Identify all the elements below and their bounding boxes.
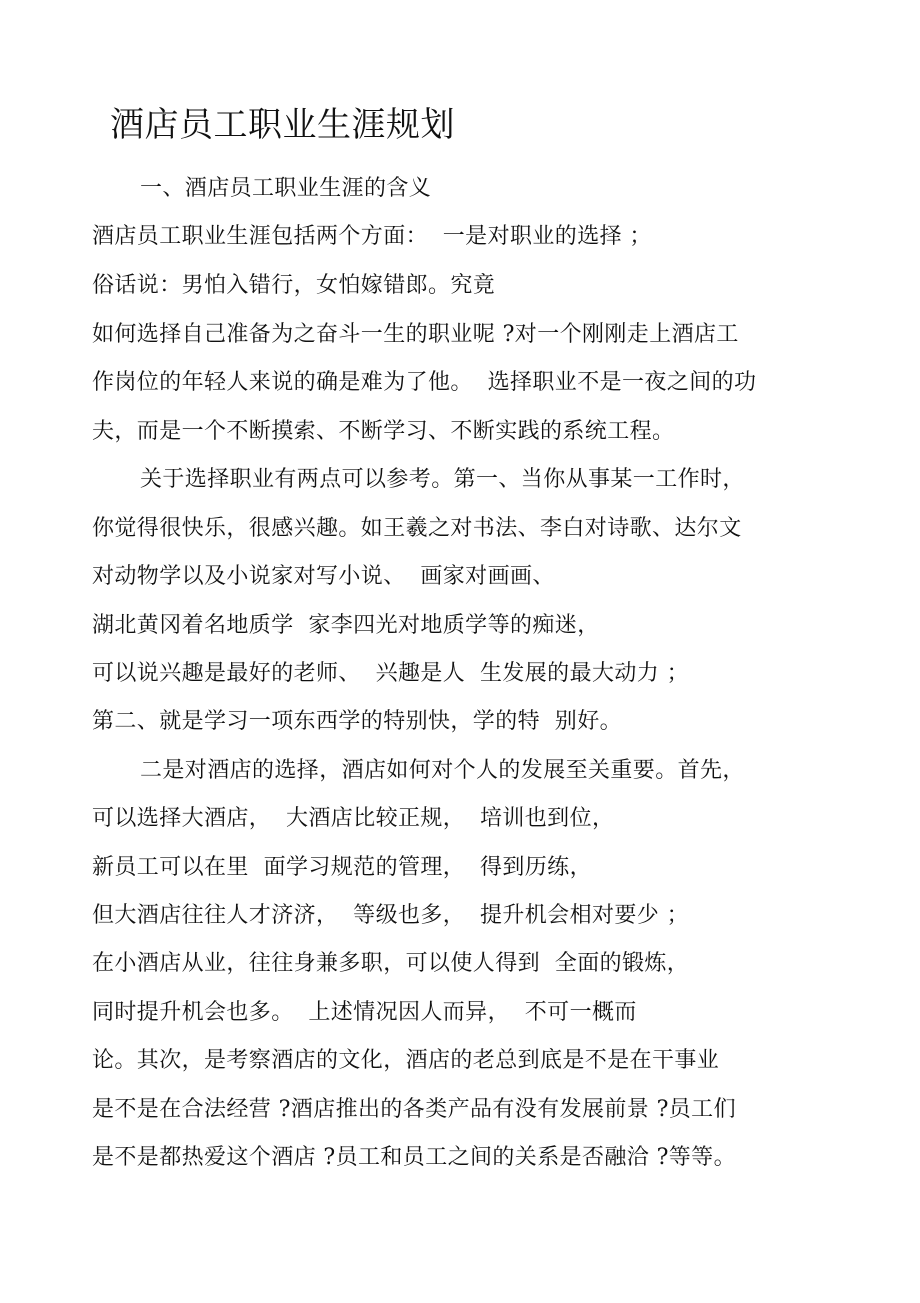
body-line: 同时提升机会也多。 上述情况因人而异， 不可一概而 <box>92 1000 637 1025</box>
body-line: 湖北黄冈着名地质学 家李四光对地质学等的痴迷， <box>92 613 600 638</box>
section-heading: 一、酒店员工职业生涯的含义 <box>140 176 432 201</box>
body-line: 俗话说：男怕入错行，女怕嫁错郎。究竟 <box>92 273 496 298</box>
body-line: 关于选择职业有两点可以参考。第一、当你从事某一工作时， <box>140 467 745 492</box>
body-line: 你觉得很快乐，很感兴趣。如王羲之对书法、李白对诗歌、达尔文 <box>92 516 742 541</box>
body-line: 可以选择大酒店， 大酒店比较正规， 培训也到位， <box>92 806 615 831</box>
body-line: 是不是都热爱这个酒店 ?员工和员工之间的关系是否融洽 ?等等。 <box>92 1145 736 1170</box>
body-line: 作岗位的年轻人来说的确是难为了他。 选择职业不是一夜之间的功 <box>92 370 757 395</box>
body-line: 如何选择自己准备为之奋斗一生的职业呢 ?对一个刚刚走上酒店工 <box>92 322 739 347</box>
body-line: 二是对酒店的选择，酒店如何对个人的发展至关重要。首先， <box>140 758 745 783</box>
body-line: 可以说兴趣是最好的老师、 兴趣是人 生发展的最大动力 ； <box>92 661 689 686</box>
body-line: 在小酒店从业，往往身兼多职，可以使人得到 全面的锻炼， <box>92 951 690 976</box>
body-line: 但大酒店往往人才济济， 等级也多， 提升机会相对要少 ； <box>92 903 689 928</box>
document-title: 酒店员工职业生涯规划 <box>110 105 455 145</box>
body-line: 夫，而是一个不断摸索、不断学习、不断实践的系统工程。 <box>92 419 675 444</box>
body-line: 论。其次，是考察酒店的文化，酒店的老总到底是不是在干事业 <box>92 1048 720 1073</box>
body-line: 第二、就是学习一项东西学的特别快，学的特 别好。 <box>92 709 622 734</box>
body-line: 酒店员工职业生涯包括两个方面： 一是对职业的选择 ； <box>92 224 652 249</box>
body-line: 对动物学以及小说家对写小说、 画家对画画、 <box>92 564 555 589</box>
body-line: 新员工可以在里 面学习规范的管理， 得到历练， <box>92 855 592 880</box>
body-line: 是不是在合法经营 ?酒店推出的各类产品有没有发展前景 ?员工们 <box>92 1097 736 1122</box>
